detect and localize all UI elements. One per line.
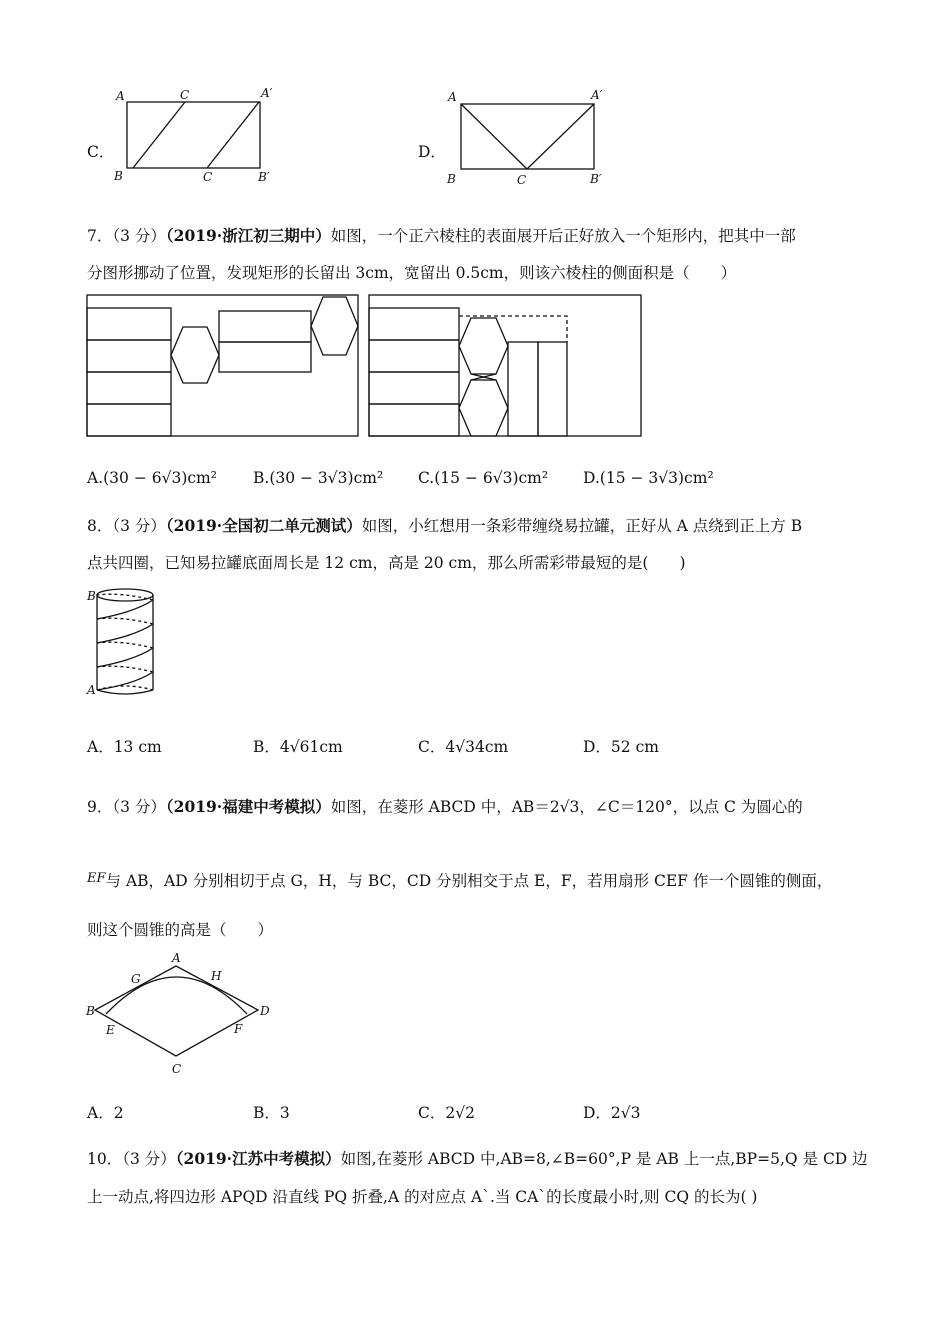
label-F: F xyxy=(234,1022,243,1036)
label-G: G xyxy=(131,972,141,986)
label-B: B xyxy=(87,589,96,603)
q9-option-b: B．3 xyxy=(253,1104,290,1122)
label-A: A xyxy=(116,89,125,103)
q8-option-c: C．4√34cm xyxy=(418,738,509,756)
q7-source: （2019·浙江初三期中） xyxy=(165,226,331,245)
label-A-prime: A′ xyxy=(591,88,603,102)
q9-text2: 与 AB，AD 分别相切于点 G，H，与 BC，CD 分别相交于点 E，F，若用扇形 CEF 作一个圆锥的侧面， xyxy=(105,872,833,890)
q9-option-d: D．2√3 xyxy=(583,1104,641,1122)
q10-line1 xyxy=(87,1148,868,1170)
q10-text: 如图,在菱形 ABCD 中,AB=8,∠B=60°,P 是 AB 上一点,BP=5,Q 是 CD 边 xyxy=(340,1150,868,1168)
q7-option-d: D.(15 − 3√3)cm² xyxy=(583,469,714,487)
q8-option-d: D．52 cm xyxy=(583,738,659,756)
q6-option-c-label: C． xyxy=(87,143,115,161)
label-A: A xyxy=(172,951,181,965)
q9-line3: 则这个圆锥的高是（ ） xyxy=(87,921,274,939)
label-C-bottom: C xyxy=(203,170,213,184)
label-E: E xyxy=(106,1023,115,1037)
q9-arc-label: EF xyxy=(87,871,106,886)
q8-line2: 点共四圈，已知易拉罐底面周长是 12 cm，高是 20 cm，那么所需彩带最短的是( ) xyxy=(87,554,686,572)
q8-text: 如图，小红想用一条彩带缠绕易拉罐，正好从 A 点绕到正上方 B xyxy=(361,517,803,535)
q7-text: 如图，一个正六棱柱的表面展开后正好放入一个矩形内，把其中一部 xyxy=(330,227,796,245)
q8-score: （3 分） xyxy=(112,517,166,535)
label-C: C xyxy=(517,173,527,187)
q9-text: 如图，在菱形 ABCD 中，AB＝2√3，∠C＝120°，以点 C 为圆心的 xyxy=(330,798,803,816)
q10-number: 10． xyxy=(87,1150,123,1168)
q8-option-b: B．4√61cm xyxy=(253,738,343,756)
q10-line2: 上一动点,将四边形 APQD 沿直线 PQ 折叠,A 的对应点 A`.当 CA`的长度最小时,则 CQ 的长为( ) xyxy=(87,1188,758,1206)
q8-option-a: A．13 cm xyxy=(87,738,162,756)
q9-number: 9． xyxy=(87,798,113,816)
label-B: B xyxy=(86,1004,95,1018)
q7-option-c: C.(15 − 6√3)cm² xyxy=(418,469,549,487)
q7-line2: 分图形挪动了位置，发现矩形的长留出 3cm，宽留出 0.5cm，则该六棱柱的侧面积是（ ） xyxy=(87,264,737,282)
q10-source: （2019·江苏中考模拟） xyxy=(175,1149,341,1168)
q7-option-b: B.(30 − 3√3)cm² xyxy=(253,469,384,487)
q8-number: 8． xyxy=(87,517,113,535)
label-C-top: C xyxy=(180,88,190,102)
q6-option-d-label: D． xyxy=(418,143,446,161)
label-B: B xyxy=(114,169,123,183)
label-A: A xyxy=(448,90,457,104)
q10-score: （3 分） xyxy=(122,1150,176,1168)
q7-score: （3 分） xyxy=(112,227,166,245)
q7-number: 7． xyxy=(87,227,113,245)
label-B-prime: B′ xyxy=(590,172,602,186)
label-B: B xyxy=(447,172,456,186)
label-D: D xyxy=(260,1004,270,1018)
label-A: A xyxy=(87,683,96,697)
q7-option-a: A.(30 − 6√3)cm² xyxy=(87,469,217,487)
q9-option-a: A．2 xyxy=(87,1104,124,1122)
q8-source: （2019·全国初二单元测试） xyxy=(165,516,362,535)
q9-score: （3 分） xyxy=(112,798,166,816)
label-H: H xyxy=(211,969,222,983)
q9-option-c: C．2√2 xyxy=(418,1104,475,1122)
label-B-prime: B′ xyxy=(258,170,270,184)
label-C: C xyxy=(172,1062,182,1076)
label-A-prime: A′ xyxy=(261,86,273,100)
q9-source: （2019·福建中考模拟） xyxy=(165,797,331,816)
